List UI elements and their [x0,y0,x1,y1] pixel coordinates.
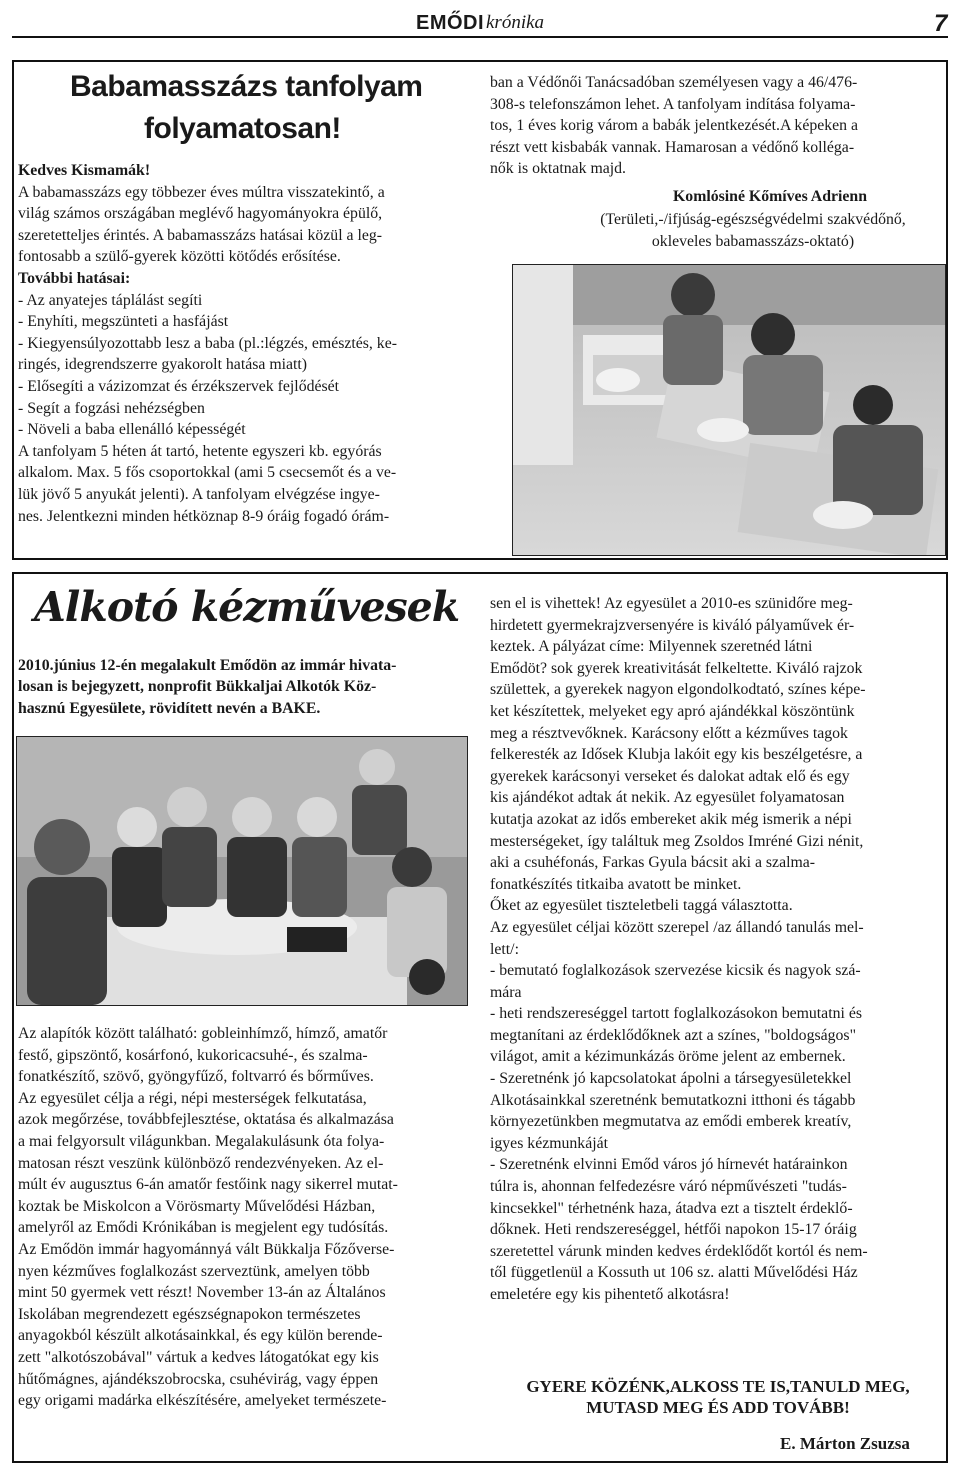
text-line: aki a csuhéfonás, Farkas Gyula bácsit aki a szalma- [490,854,816,872]
text-line: festő, gipszöntő, kosárfonó, kukoricacsuhé-, és szalma- [18,1046,368,1064]
article1-signature-name: Komlósiné Kőmíves Adrienn [673,188,867,205]
article2-body-right [490,593,944,1306]
text-line: koztak be Miskolcon a Vörösmarty Művelődési Házban, [18,1197,376,1215]
cta-line-1: GYERE KÖZÉNK,ALKOSS TE IS,TANULD MEG, [526,1377,910,1396]
text-line: igyes kézmunkáját [490,1134,608,1152]
article1-body-left [18,160,470,527]
text-line: múlt év augusztus 6-án amatőr festőink nagy sikerrel mutat- [18,1176,398,1194]
text-line: - Szeretnénk jó kapcsolatokat ápolni a társegyesületekkel [490,1070,852,1088]
text-line: felkeresték az Idősek Klubja lakóit egy kis beszélgetésre, a [490,746,863,764]
article2-intro [18,655,468,719]
text-line: 308-s telefonszámon lehet. A tanfolyam indítása folyama- [490,95,856,113]
article1-title-line2: folyamatosan! [144,112,341,145]
header-rule [12,36,948,38]
text-line: Az egyesület céljai között szerepel /az állandó tanulás mel- [490,918,864,936]
text-line: hasznú Egyesülete, rövidített nevén a BAKE. [18,699,321,717]
text-line: zett "alkotószobával" vártuk a kedves látogatókat egy kis [18,1348,379,1366]
page-number: 7 [934,10,948,37]
text-line: től függetlenül a Kossuth ut 106 sz. alatti Művelődési Ház [490,1264,858,1282]
article2-title: Alkotó kézművesek [34,583,460,631]
text-line: szeretettel várunk minden kedves érdeklődőt kortól és nem- [490,1242,868,1260]
text-line: megtanítani az érdeklődőknek azt a színes, "boldogságos" [490,1026,857,1044]
text-line: sen el is vihettek! Az egyesület a 2010-es szünidőre meg- [490,595,853,612]
text-line: hűtőmágnes, ajándékszobrocska, csuhévirág, vagy éppen [18,1370,379,1388]
article2-body-left [18,1023,468,1412]
text-line: kincsekkel" térhetnénk haza, átadva ezt a tisztelt érdeklő- [490,1199,853,1217]
text-line: matosan részt veszünk különböző rendezvényeken. Az el- [18,1154,384,1172]
text-line: gyerekek karácsonyi verseket és dalokat adtak elő és egy [490,767,850,785]
publication-subtitle: krónika [486,12,545,33]
text-line: - Növeli a baba ellenálló képességét [18,421,246,439]
text-line: ringés, idegrendszerre gyakorolt hatása miatt) [18,356,308,374]
text-line: mesterségeket, így találtuk meg Zsoldos Imréné Gizi nénit, [490,832,864,850]
article1-signature-role-2: okleveles babamasszázs-oktató) [651,233,855,250]
text-line: mint 50 gyermek vett részt! November 13-án az Általános [18,1284,386,1302]
text-line: környezetünkben megmutatva az emődi emberek kreatív, [490,1113,852,1131]
article1-body-right [490,72,944,180]
text-line: - Az anyatejes táplálást segíti [18,291,203,309]
text-line: A tanfolyam 5 héten át tartó, hetente egyszeri kb. egyórás [18,442,382,460]
text-line: - Elősegíti a vázizomzat és érzékszervek fejlődését [18,377,340,395]
page-header [0,0,960,42]
text-line: nes. Jelentkezni minden hétköznap 8-9 óráig fogadó órám- [18,507,390,525]
text-line: - bemutató foglalkozások szervezése kicsik és nagyok szá- [490,962,861,980]
text-line: További hatásai: [18,269,131,287]
text-line: - Szeretnénk elvinni Emőd város jó hírnevét határainkon [490,1156,848,1174]
text-line: fonatkészítés titkaiba avatott be minket. [490,875,742,893]
text-line: születtek, a gyerekek nagyon elgondolkodtató, színes képe- [490,681,866,699]
text-line: tos, 1 éves korig várom a babák jelentkezését.A képeken a [490,117,859,135]
text-line: lett/: [490,940,519,958]
text-line: nők is oktatnak majd. [490,160,627,178]
text-line: A babamasszázs egy többezer éves múltra visszatekintő, a [18,183,385,201]
text-line: Iskolában megrendezett egészségnapokon természetes [18,1305,361,1323]
text-line: egy origami madárka elkészítésére, amelyeket természete- [18,1392,387,1410]
text-line: ban a Védőnői Tanácsadóban személyesen vagy a 46/476- [490,74,858,91]
cta-line-2: MUTASD MEG ÉS ADD TOVÁBB! [586,1398,850,1417]
text-line: túlra is, ahonnan felfedezésre váró népművészeti "tudás- [490,1178,847,1196]
text-line: fonatkészítő, szövő, gyöngyfűző, foltvarró és bőrműves. [18,1068,374,1086]
text-line: a mai felgyorsult világunkban. Megalakulásunk óta folya- [18,1132,385,1150]
text-line: szeretetteljes érintés. A babamasszázs hatásai közül a leg- [18,226,383,244]
article2-call-to-action [488,1376,948,1418]
text-line: 2010.június 12-én megalakult Emődön az immár hivata- [18,657,397,674]
article1-signature-role-1: (Területi,-/ifjúság-egészségvédelmi szakvédőnő, [600,211,906,228]
text-line: - heti rendszereséggel tartott foglalkozásokon bemutatni és [490,1005,862,1023]
publication-name: EMŐDI [416,12,485,34]
text-line: azok megőrzése, továbbfejlesztése, oktatása és alkalmazása [18,1111,394,1129]
text-line: kutatja azokat az idős embereket akik még ismerik a népi [490,810,852,828]
text-line: Alkotásainkkal szeretnénk bemutatkozni itthoni és tágabb [490,1091,856,1109]
text-line: Kedves Kismamák! [18,162,151,179]
text-line: Az Emődön immár hagyománnyá vált Bükkalja Főzőverse- [18,1240,395,1258]
text-line: világ számos országában meglévő hagyományokra épülő, [18,205,383,223]
text-line: lük jövő 5 anyukát jelenti). A tanfolyam elvégzése ingye- [18,485,380,503]
text-line: keztek. A pályázat címe: Milyennek szeretnéd látni [490,638,813,656]
alkotok-group-photo [16,736,468,1006]
text-line: Emődöt? sok gyerek kreativitását felkeltette. Kiváló rajzok [490,659,863,677]
text-line: alkalom. Max. 5 fős csoportokkal (ami 5 csecsemőt és a ve- [18,464,397,482]
text-line: fontosabb a szülő-gyerek közötti kötődés erősítése. [18,248,341,266]
text-line: - Segít a fogzási nehézségben [18,399,205,417]
text-line: - Enyhíti, megszünteti a hasfájást [18,313,229,331]
text-line: hirdetett gyermekrajzversenyére is kiváló pályaművek ér- [490,616,855,634]
text-line: mára [490,983,522,1001]
text-line: Őket az egyesület tiszteletbeli taggá választotta. [490,897,793,915]
text-line: kis ajándékot adtak át nekik. Az egyesület folyamatosan [490,789,845,807]
text-line: - Kiegyensúlyozottabb lesz a baba (pl.:légzés, emésztés, ke- [18,334,397,352]
text-line: Az alapítók között található: gobleinhímző, hímző, amatőr [18,1025,388,1042]
text-line: amelyről az Emődi Krónikában is megjelent egy tudósítás. [18,1219,389,1237]
text-line: világot, amit a kézimunkázás öröme jelent az embernek. [490,1048,846,1066]
text-line: dőknek. Heti rendszereséggel, hétfői napokon 15-17 óráig [490,1221,857,1239]
text-line: emeletére egy kis pihentető alkotásra! [490,1286,730,1303]
text-line: Az egyesület célja a régi, népi mesterségek felkutatása, [18,1089,367,1107]
article2-author: E. Márton Zsuzsa [780,1434,910,1453]
babamasszazs-photo [512,264,946,556]
text-line: ket készítettek, melyeket egy apró ajándékkal köszöntünk [490,702,855,720]
text-line: részt vett kisbabák vannak. Hamarosan a védőnő kolléga- [490,138,855,156]
text-line: nyen kézműves foglalkozást szerveztünk, amelyen több [18,1262,370,1280]
article1-title-line1: Babamasszázs tanfolyam [70,70,423,103]
text-line: anyagokból készült alkotásainkkal, és egy külön berende- [18,1327,383,1345]
text-line: meg a résztvevőknek. Karácsony előtt a kézműves tagok [490,724,848,742]
text-line: losan is bejegyzett, nonprofit Bükkaljai Alkotók Köz- [18,678,377,696]
